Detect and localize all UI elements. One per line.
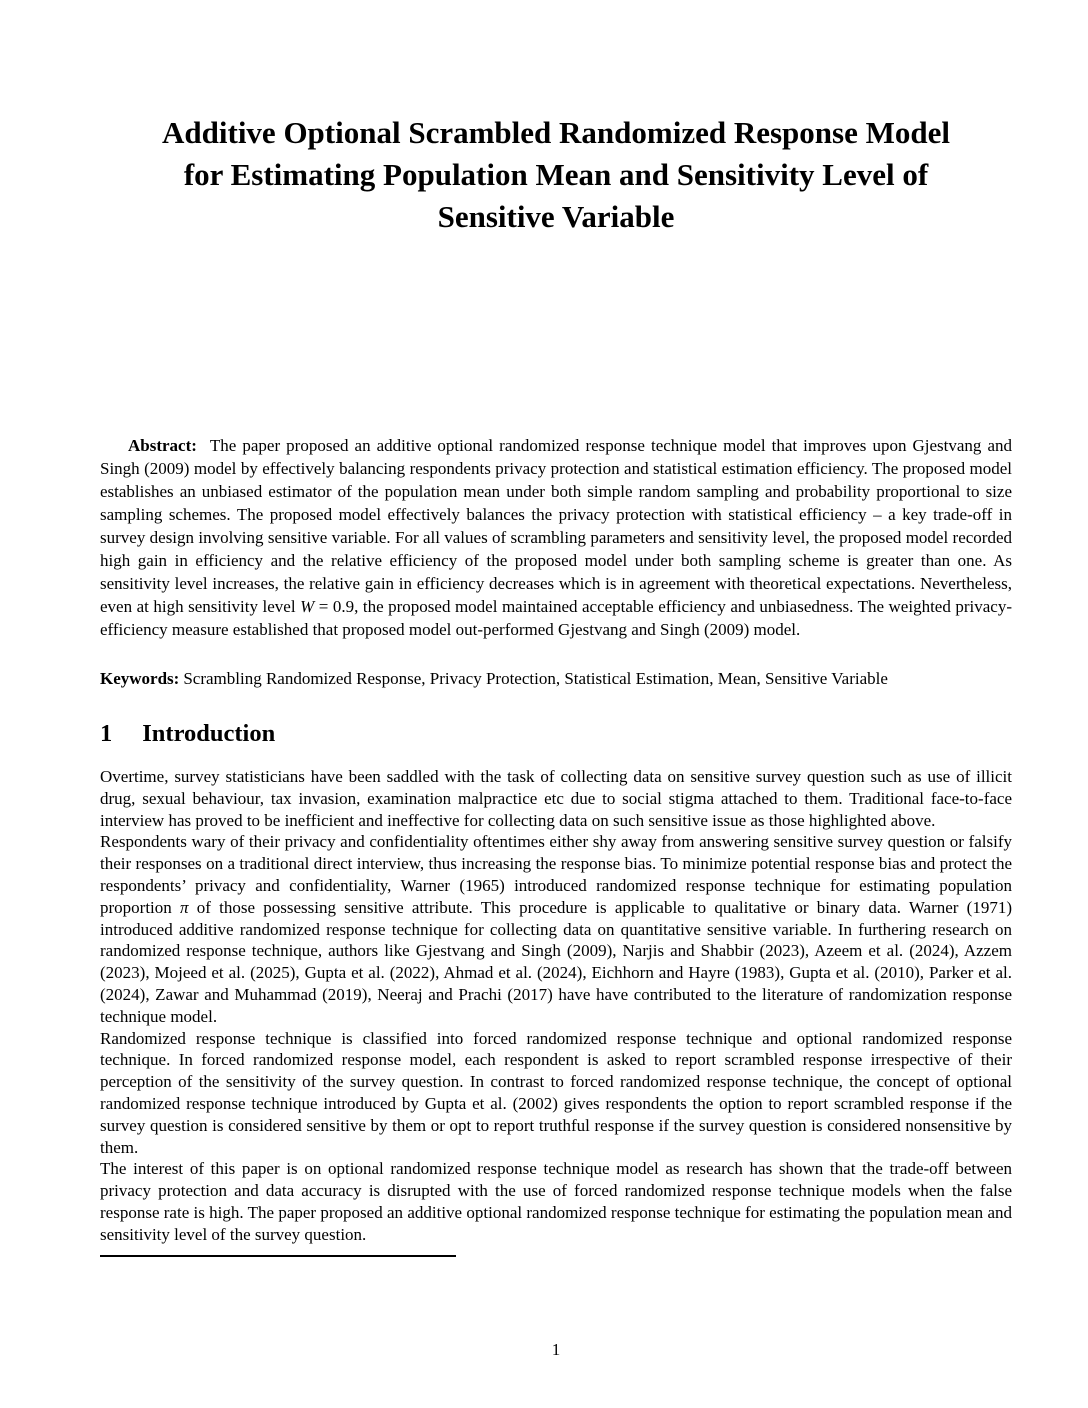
- intro-paragraph-1: Overtime, survey statisticians have been saddled with the task of collecting data on sensitive survey question such as use of illicit drug, sexual behaviour, tax invasion, examination malpractice etc due to social stigma attached to them. Traditional face-to-face interview has proved to be inefficient and ineffective for collecting data on such sensitive issue as those highlighted above.: [100, 767, 1012, 830]
- section-heading-introduction: [100, 718, 1012, 750]
- keywords-label: Keywords:: [100, 669, 180, 688]
- paper-title-line-3: Sensitive Variable: [437, 199, 675, 234]
- page-number: 1: [551, 1340, 561, 1359]
- paper-title-line-2: for Estimating Population Mean and Sensitivity Level of: [183, 157, 929, 192]
- footnote-rule: [100, 1255, 456, 1257]
- introduction-body: [100, 766, 1012, 1246]
- intro-p2-before-math: Respondents wary of their privacy and confidentiality oftentimes either shy away from answering sensitive survey question or falsify their responses on a traditional direct interview, thus increasing the response bias. To minimize potential response bias and protect the respondents’ privacy and confidentiality, Warner (1965) introduced randomized response technique for estimating population proportion: [100, 832, 1012, 917]
- section-title: Introduction: [142, 720, 276, 747]
- intro-paragraph-4: The interest of this paper is on optional randomized response technique model as research has shown that the trade-off between privacy protection and data accuracy is disrupted with the use of forced randomized response technique models when the false response rate is high. The paper proposed an additive optional randomized response technique for estimating the population mean and sensitivity level of the survey question.: [100, 1159, 1012, 1244]
- abstract-paragraph: [100, 434, 1012, 641]
- intro-paragraph-3: Randomized response technique is classified into forced randomized response technique and optional randomized response technique. In forced randomized response model, each respondent is asked to report scrambled response irrespective of their perception of the sensitivity of the survey question. In contrast to forced randomized response technique, the concept of optional randomized response technique introduced by Gupta et al. (2002) gives respondents the option to report scrambled response if the survey question is considered sensitive by them or opt to report truthful response if the survey question is considered nonsensitive by them.: [100, 1028, 1012, 1157]
- abstract-label: Abstract:: [128, 436, 197, 455]
- paper-title: [100, 0, 1012, 238]
- intro-math-symbol-pi: π: [180, 897, 189, 917]
- intro-p2-after-math: of those possessing sensitive attribute. This procedure is applicable to qualitative or binary data. Warner (1971) introduced additive randomized response technique for collecting data on quantitative sensitive variable. In furthering research on randomized response technique, authors like Gjestvang and Singh (2009), Narjis and Shabbir (2023), Azeem et al. (2024), Azzem (2023), Mojeed et al. (2025), Gupta et al. (2022), Ahmad et al. (2024), Eichhorn and Hayre (1983), Gupta et al. (2010), Parker et al. (2024), Zawar and Muhammad (2019), Neeraj and Prachi (2017) have have contributed to the literature of randomization response technique model.: [100, 897, 1012, 1026]
- section-number: 1: [100, 720, 113, 747]
- abstract-text-after-math: = 0.9, the proposed model maintained acceptable efficiency and unbiasedness. The weighted privacy-efficiency measure established that proposed model out-performed Gjestvang and Singh (2009) model.: [100, 597, 1012, 639]
- keywords-text: Scrambling Randomized Response, Privacy Protection, Statistical Estimation, Mean, Sensitive Variable: [183, 669, 888, 688]
- abstract-math-symbol-w: W: [300, 597, 315, 616]
- intro-paragraph-2: [100, 831, 1012, 1027]
- abstract-text-before-math: The paper proposed an additive optional randomized response technique model that improves upon Gjestvang and Singh (2009) model by effectively balancing respondents privacy protection and statistical estimation efficiency. The proposed model establishes an unbiased estimator of the population mean under both simple random sampling and probability proportional to size sampling schemes. The proposed model effectively balances the privacy protection with statistical efficiency – a key trade-off in survey design involving sensitive variable. For all values of scrambling parameters and sensitivity level, the proposed model recorded high gain in efficiency and the relative efficiency of the proposed model under both sampling scheme is greater than one. As sensitivity level increases, the relative gain in efficiency decreases which is in agreement with theoretical expectations. Nevertheless, even at high sensitivity level: [100, 436, 1012, 616]
- paper-title-line-1: Additive Optional Scrambled Randomized Response Model: [162, 115, 950, 150]
- keywords-line: [100, 667, 1012, 690]
